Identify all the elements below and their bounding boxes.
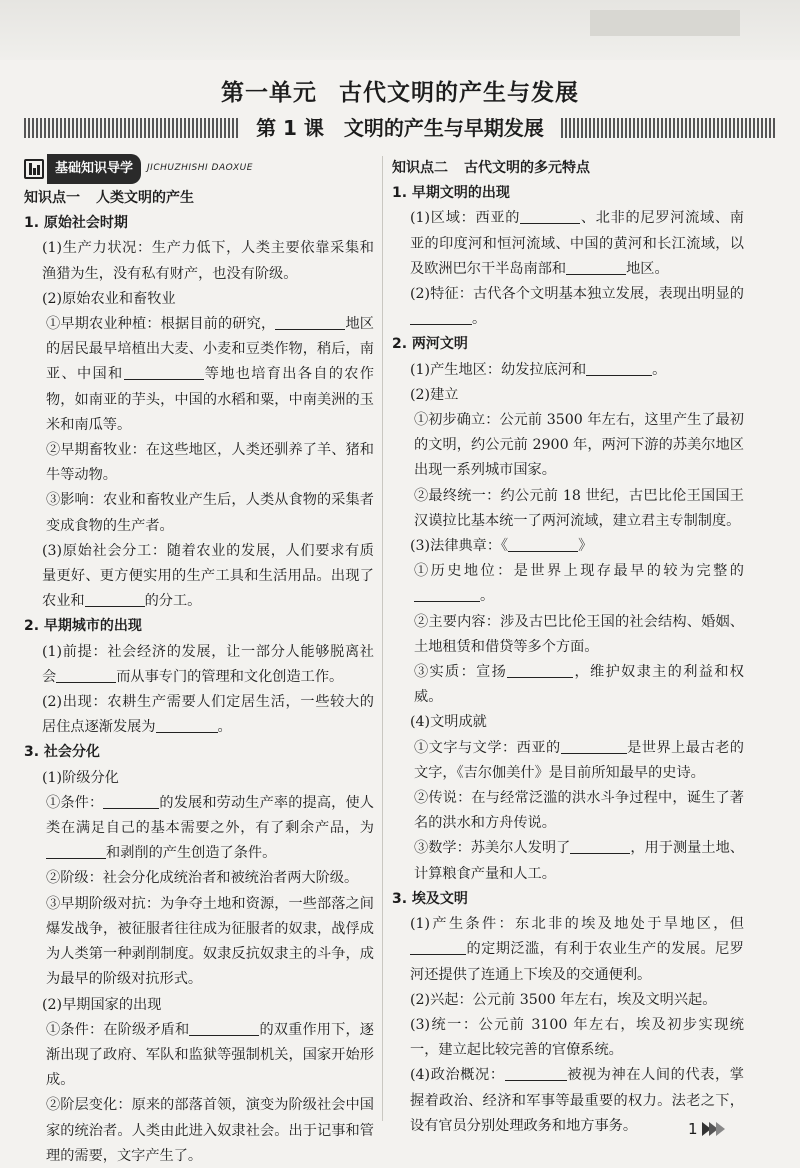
paragraph: (2)特征：古代各个文明基本独立发展，表现出明显的。 [410, 286, 744, 328]
paragraph: (1)产生地区：幼发拉底河和 。 [410, 361, 667, 378]
paragraph: ②阶级：社会分化成统治者和被统治者两大阶级。 [46, 870, 359, 887]
paragraph: (1)前提：社会经济的发展，让一部分人能够脱离社会 而从事专门的管理和文化创造工作。 [42, 643, 374, 685]
right-column [392, 156, 744, 1139]
book-icon [24, 159, 44, 179]
fill-blank[interactable] [275, 315, 345, 330]
top-bleed-through [0, 0, 800, 60]
unit-name: 古代文明的产生与发展 [339, 80, 579, 106]
heading-early-cities: 2. 早期城市的出现 [24, 618, 142, 635]
paragraph: ③早期阶级对抗：为争夺土地和资源，一些部落之间爆发战争，被征服者往往成为征服者的奴隶，战俘成为人类第一种剥削制度。奴隶反抗奴隶主的斗争，成为最早的阶级对抗形式。 [46, 895, 374, 988]
heading-mesopotamia: 2. 两河文明 [392, 336, 468, 353]
fill-blank[interactable] [85, 592, 145, 607]
paragraph: ①条件：在阶级矛盾和 的双重作用下，逐渐出现了政府、军队和监狱等强制机关，国家开始形成。 [46, 1021, 374, 1089]
paragraph: (2)出现：农耕生产需要人们定居生活，一些较大的居住点逐渐发展为 。 [42, 694, 374, 736]
paragraph: (1)区域：西亚的 、北非的尼罗河流域、南亚的印度河和恒河流域、中国的黄河和长江流域，以及欧洲巴尔干半岛南部和 地区。 [410, 210, 744, 277]
paragraph: (4)文明成就 [410, 714, 487, 731]
paragraph: (4)政治概况： 被视为神在人间的代表，掌握着政治、经济和军事等最重要的权力。法老之下，设有官员分别处理政务和地方事务。 [410, 1067, 744, 1134]
lesson-title: 第 1 课 文明的产生与早期发展 [256, 116, 544, 140]
fill-blank[interactable] [507, 663, 573, 678]
unit-title [0, 74, 800, 107]
unit-number: 第一单元 [221, 80, 317, 106]
fill-blank[interactable] [410, 940, 466, 955]
fill-blank[interactable] [156, 718, 218, 733]
heading-early-civilizations: 1. 早期文明的出现 [392, 185, 510, 202]
paragraph: ①早期农业种植：根据目前的研究， 地区的居民最早培植出大麦、小麦和豆类作物，稍后，南亚、中国和 等地也培育出各自的农作物，如南亚的芋头，中国的水稻和粟，中南美洲的玉米和南瓜等。 [46, 316, 374, 433]
paragraph: ①文字与文学：西亚的 是世界上最古老的文字，《吉尔伽美什》是目前所知最早的史诗。 [414, 739, 744, 781]
paragraph: (1)生产力状况：生产力低下，人类主要依靠采集和渔猎为生，没有私有财产，也没有阶级。 [42, 240, 374, 282]
paragraph: (3)法律典章：《 》 [410, 538, 593, 555]
knowledge-point-2: 知识点二 古代文明的多元特点 [392, 160, 590, 176]
fill-blank[interactable] [508, 537, 578, 552]
heading-egypt: 3. 埃及文明 [392, 890, 468, 907]
fill-blank[interactable] [505, 1066, 567, 1081]
hatch-left [24, 118, 239, 138]
fill-blank[interactable] [586, 361, 652, 376]
left-column [24, 156, 374, 1168]
paragraph: ②阶层变化：原来的部落首领，演变为阶级社会中国家的统治者。人类由此进入奴隶社会。出于记事和管理的需要，文字产生了。 [46, 1097, 374, 1164]
fill-blank[interactable] [566, 260, 626, 275]
paragraph: ③影响：农业和畜牧业产生后，人类从食物的采集者变成食物的生产者。 [46, 492, 374, 534]
double-chevron-icon [704, 1122, 725, 1136]
paragraph: ②主要内容：涉及古巴比伦王国的社会结构、婚姻、土地租赁和借贷等多个方面。 [414, 613, 744, 655]
paragraph: ①历史地位：是世界上现存最早的较为完整的。 [414, 563, 744, 605]
fill-blank[interactable] [124, 365, 204, 380]
fill-blank[interactable] [410, 310, 472, 325]
paragraph: (2)兴起：公元前 3500 年左右，埃及文明兴起。 [410, 991, 717, 1008]
paragraph: ③数学：苏美尔人发明了 ，用于测量土地、计算粮食产量和人工。 [414, 840, 744, 882]
paragraph: (2)建立 [410, 386, 459, 403]
paragraph: ②最终统一：约公元前 18 世纪，古巴比伦王国国王汉谟拉比基本统一了两河流域，建立君主专制制度。 [414, 487, 744, 529]
section-badge [24, 156, 374, 182]
hatch-right [561, 118, 776, 138]
fill-blank[interactable] [520, 209, 580, 224]
lesson-bar [24, 112, 776, 146]
paragraph: (3)原始社会分工：随着农业的发展，人们要求有质量更好、更方便实用的生产工具和生活用品。出现了农业和 的分工。 [42, 542, 374, 610]
fill-blank[interactable] [189, 1021, 259, 1036]
paragraph: (3)统一：公元前 3100 年左右，埃及初步实现统一，建立起比较完善的官僚系统。 [410, 1016, 744, 1059]
fill-blank[interactable] [103, 794, 159, 809]
fill-blank[interactable] [570, 839, 630, 854]
paragraph: (2)原始农业和畜牧业 [42, 290, 176, 307]
bleed-strip [590, 10, 740, 36]
paragraph: (1)阶级分化 [42, 769, 119, 786]
paragraph: ③实质：宣扬 ，维护奴隶主的利益和权威。 [414, 664, 744, 706]
paragraph: ②传说：在与经常泛滥的洪水斗争过程中，诞生了著名的洪水和方舟传说。 [414, 790, 744, 832]
paragraph: (2)早期国家的出现 [42, 996, 162, 1013]
knowledge-point-1: 知识点一 人类文明的产生 [24, 190, 194, 206]
fill-blank[interactable] [414, 587, 480, 602]
page-number: 1 [688, 1120, 725, 1138]
paragraph: ①初步确立：公元前 3500 年左右，这里产生了最初的文明，约公元前 2900 年，两河下游的苏美尔地区出现一系列城市国家。 [414, 412, 744, 479]
column-divider [382, 156, 383, 1121]
badge-pinyin: JICHUZHISHI DAOXUE [147, 163, 253, 174]
paragraph: (1)产生条件：东北非的埃及地处于旱地区，但的定期泛滥，有利于农业生产的发展。尼罗河还提供了连通上下埃及的交通便利。 [410, 916, 744, 983]
paragraph: ①条件： 的发展和劳动生产率的提高，使人类在满足自己的基本需要之外，有了剩余产品，为和剥削的产生创造了条件。 [46, 794, 374, 862]
paragraph: ②早期畜牧业：在这些地区，人类还驯养了羊、猪和牛等动物。 [46, 442, 374, 484]
heading-social-differentiation: 3. 社会分化 [24, 744, 100, 761]
fill-blank[interactable] [56, 668, 116, 683]
fill-blank[interactable] [561, 739, 627, 754]
heading-primitive-society: 1. 原始社会时期 [24, 215, 128, 232]
badge-label: 基础知识导学 [47, 154, 141, 183]
fill-blank[interactable] [46, 844, 106, 859]
